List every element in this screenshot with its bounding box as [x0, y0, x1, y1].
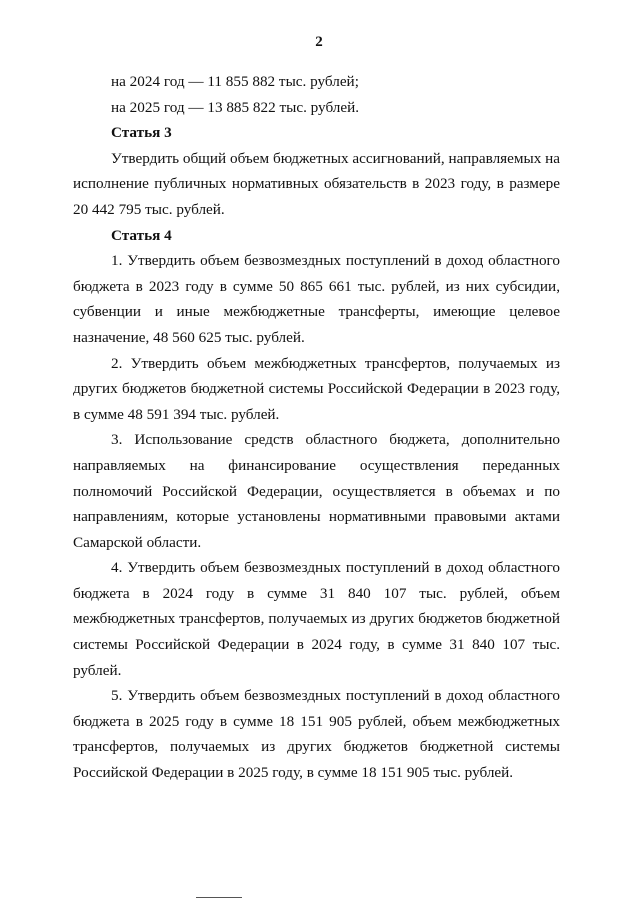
line-2024: на 2024 год — 11 855 882 тыс. рублей; — [111, 73, 359, 90]
footer-divider — [196, 897, 242, 898]
article-4-item-1: 1. Утвердить объем безвозмездных поступлений в доход областного бюджета в 2023 году в сумме 50 865 661 тыс. рублей, из них субсидии, субвенции и иные межбюджетные трансферты, имеющие целевое назначение, 48 560 625 тыс. рублей. — [73, 252, 560, 346]
article-4-item-2: 2. Утвердить объем межбюджетных трансфертов, получаемых из других бюджетов бюджетной системы Российской Федерации в 2023 году, в сумме 48 591 394 тыс. рублей. — [73, 354, 560, 423]
article-4-heading: Статья 4 — [111, 226, 172, 244]
document-body — [73, 69, 560, 786]
article-3-text: Утвердить общий объем бюджетных ассигнований, направляемых на исполнение публичных нормативных обязательств в 2023 году, в размере 20 442 795 тыс. рублей. — [73, 149, 560, 218]
line-2025: на 2025 год — 13 885 822 тыс. рублей. — [111, 98, 360, 116]
page-number: 2 — [315, 34, 323, 50]
article-4-item-5: 5. Утвердить объем безвозмездных поступлений в доход областного бюджета в 2025 году в сумме 18 151 905 рублей, объем межбюджетных трансфертов, получаемых из других бюджетов бюджетной системы Российской Федерации в 2025 году, в сумме 18 151 905 тыс. рублей. — [73, 687, 560, 782]
article-4-item-3: 3. Использование средств областного бюджета, дополнительно направляемых на финансирование осуществления переданных полномочий Российской Федерации, осуществляется в объемах и по направлениям, которые установлены нормативными правовыми актами Самарской области. — [73, 431, 560, 551]
article-3-heading: Статья 3 — [111, 124, 172, 142]
article-4-item-4: 4. Утвердить объем безвозмездных поступлений в доход областного бюджета в 2024 году в сумме 31 840 107 тыс. рублей, объем межбюджетных трансфертов, получаемых из других бюджетов бюджетной системы Российской Федерации в 2024 году, в сумме 31 840 107 тыс. рублей. — [73, 559, 560, 679]
